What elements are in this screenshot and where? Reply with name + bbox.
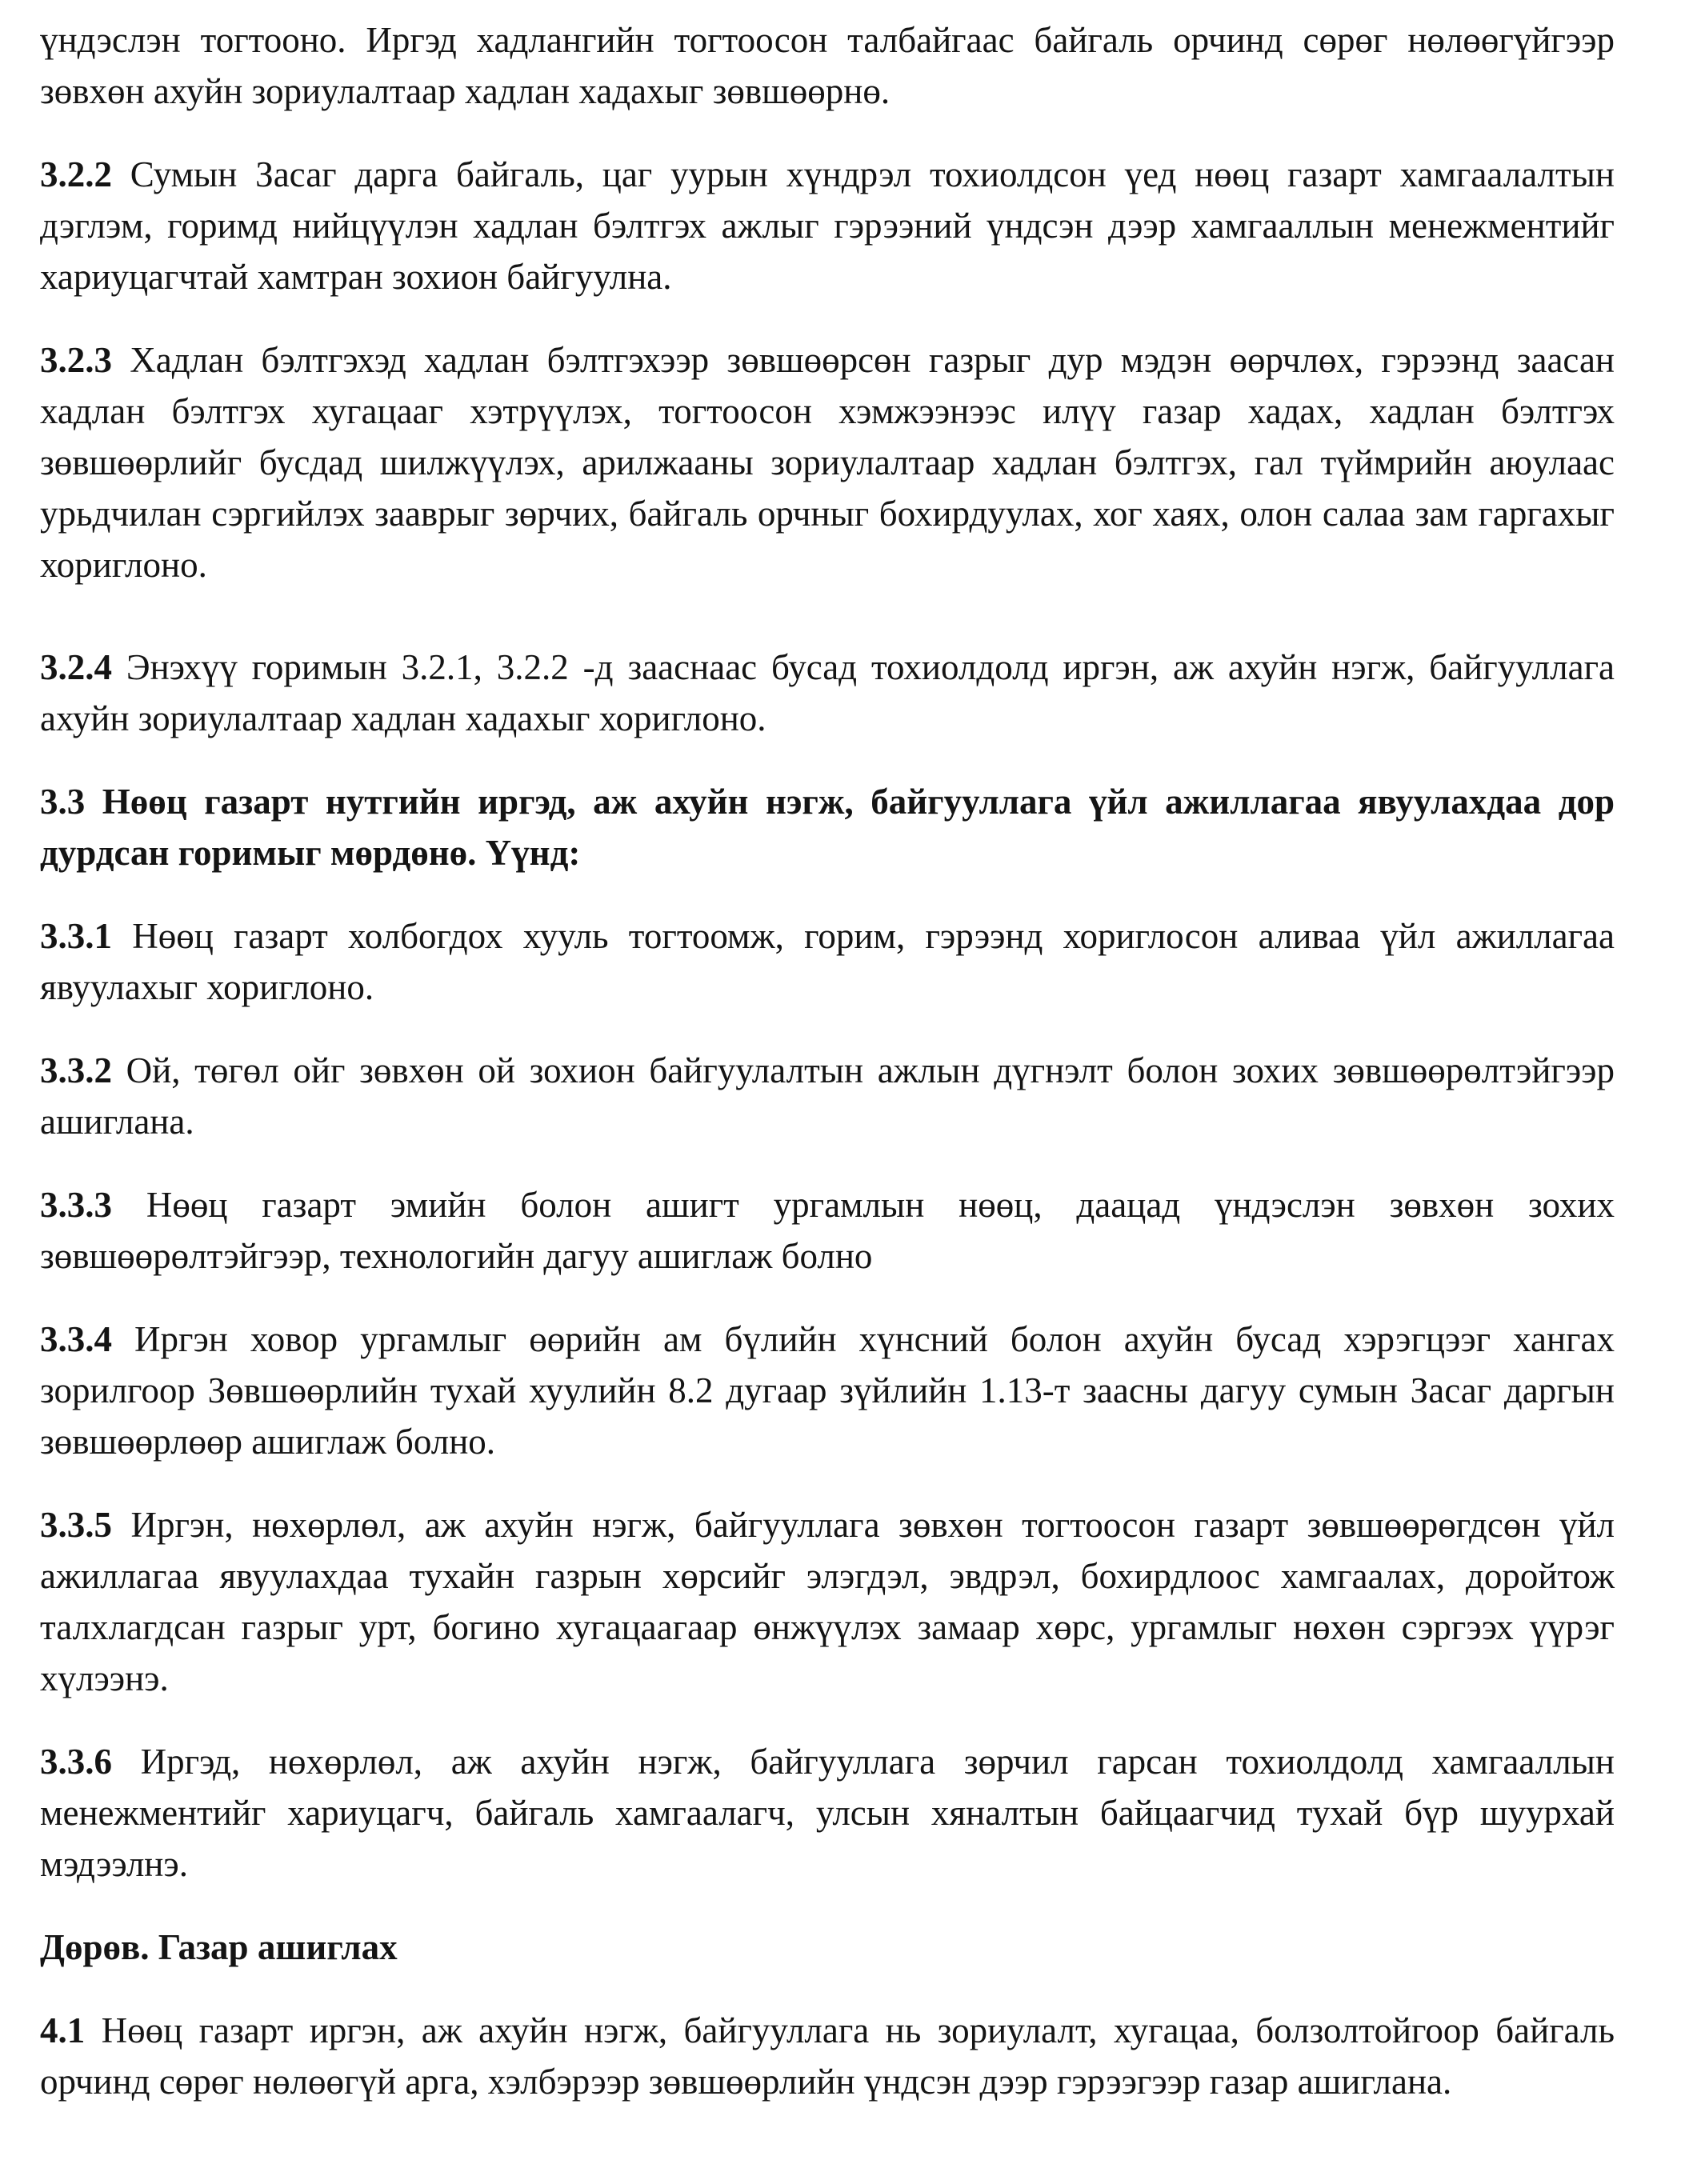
paragraph-text: Иргэн, нөхөрлөл, аж ахуйн нэгж, байгууллага зөвхөн тогтоосон газарт зөвшөөрөгдсөн үйл ажиллагаа явуулахдаа тухайн газрын хөрсийг элэгдэл, эвдрэл, бохирдлоос хамгаалах, доройтож талхлагдсан газрыг урт, богино хугацаагаар өнжүүлэх замаар хөрс, ургамлыг нөхөн сэргээх үүрэг хүлээнэ. [40,1505,1615,1698]
paragraph-3-3-3 [40,1179,1615,1282]
section-heading-4: Дөрөв. Газар ашиглах [40,1927,398,1967]
section-heading-3-3: 3.3 Нөөц газарт нутгийн иргэд, аж ахуйн нэгж, байгууллага үйл ажиллагаа явуулахдаа дор дурдсан горимыг мөрдөнө. Үүнд: [40,782,1615,873]
paragraph-continuation [40,14,1615,117]
paragraph-text: Нөөц газарт иргэн, аж ахуйн нэгж, байгууллага нь зориулалт, хугацаа, болзолтойгоор байгаль орчинд сөрөг нөлөөгүй арга, хэлбэрээр зөвшөөрлийн үндсэн дээр гэрээгээр газар ашиглана. [40,2010,1615,2102]
paragraph-3-3-5 [40,1499,1615,1704]
clause-number: 3.3.2 [40,1050,112,1090]
paragraph-3-3-2 [40,1045,1615,1147]
paragraph-4-1 [40,2005,1615,2107]
paragraph-3-2-4 [40,642,1615,744]
paragraph-text: үндэслэн тогтооно. Иргэд хадлангийн тогтоосон талбайгаас байгаль орчинд сөрөг нөлөөгүйгээр зөвхөн ахуйн зориулалтаар хадлан хадахыг зөвшөөрнө. [40,20,1615,111]
paragraph-text: Нөөц газарт эмийн болон ашигт ургамлын нөөц, даацад үндэслэн зөвхөн зохих зөвшөөрөлтэйгээр, технологийн дагуу ашиглаж болно [40,1185,1615,1276]
clause-number: 3.3.6 [40,1742,112,1782]
document-page [40,14,1615,2139]
clause-number: 3.2.4 [40,647,112,687]
paragraph-3-3-1 [40,910,1615,1013]
paragraph-3-2-3 [40,334,1615,590]
paragraph-3-2-2 [40,149,1615,302]
paragraph-text: Иргэн ховор ургамлыг өөрийн ам бүлийн хүнсний болон ахуйн бусад хэрэгцээг хангах зорилгоор Зөвшөөрлийн тухай хуулийн 8.2 дугаар зүйлийн 1.13-т заасны дагуу сумын Засаг даргын зөвшөөрлөөр ашиглаж болно. [40,1319,1615,1462]
paragraph-3-3-4 [40,1314,1615,1467]
paragraph-text: Хадлан бэлтгэхэд хадлан бэлтгэхээр зөвшөөрсөн газрыг дур мэдэн өөрчлөх, гэрээнд заасан хадлан бэлтгэх хугацааг хэтрүүлэх, тогтоосон хэмжээнээс илүү газар хадах, хадлан бэлтгэх зөвшөөрлийг бусдад шилжүүлэх, арилжааны зориулалтаар хадлан бэлтгэх, гал түймрийн аюулаас урьдчилан сэргийлэх зааврыг зөрчих, байгаль орчныг бохирдуулах, хог хаях, олон салаа зам гаргахыг хориглоно. [40,340,1615,585]
paragraph-3-3-6 [40,1736,1615,1890]
clause-number: 3.2.2 [40,154,112,194]
clause-number: 3.3.1 [40,916,112,956]
clause-number: 4.1 [40,2010,86,2050]
paragraph-text: Иргэд, нөхөрлөл, аж ахуйн нэгж, байгууллага зөрчил гарсан тохиолдолд хамгааллын менежментийг хариуцагч, байгаль хамгаалагч, улсын хяналтын байцаагчид тухай бүр шуурхай мэдээлнэ. [40,1742,1615,1884]
paragraph-text: Энэхүү горимын 3.2.1, 3.2.2 -д зааснаас бусад тохиолдолд иргэн, аж ахуйн нэгж, байгууллага ахуйн зориулалтаар хадлан хадахыг хориглоно. [40,647,1615,738]
clause-number: 3.3.4 [40,1319,112,1359]
paragraph-text: Нөөц газарт холбогдох хууль тогтоомж, горим, гэрээнд хориглосон аливаа үйл ажиллагаа явуулахыг хориглоно. [40,916,1615,1007]
paragraph-text: Ой, төгөл ойг зөвхөн ой зохион байгуулалтын ажлын дүгнэлт болон зохих зөвшөөрөлтэйгээр ашиглана. [40,1050,1615,1142]
clause-number: 3.2.3 [40,340,112,380]
paragraph-text: Сумын Засаг дарга байгаль, цаг уурын хүндрэл тохиолдсон үед нөөц газарт хамгаалалтын дэглэм, горимд нийцүүлэн хадлан бэлтгэх ажлыг гэрээний үндсэн дээр хамгааллын менежментийг хариуцагчтай хамтран зохион байгуулна. [40,154,1615,297]
clause-number: 3.3.3 [40,1185,112,1225]
clause-number: 3.3.5 [40,1505,112,1545]
